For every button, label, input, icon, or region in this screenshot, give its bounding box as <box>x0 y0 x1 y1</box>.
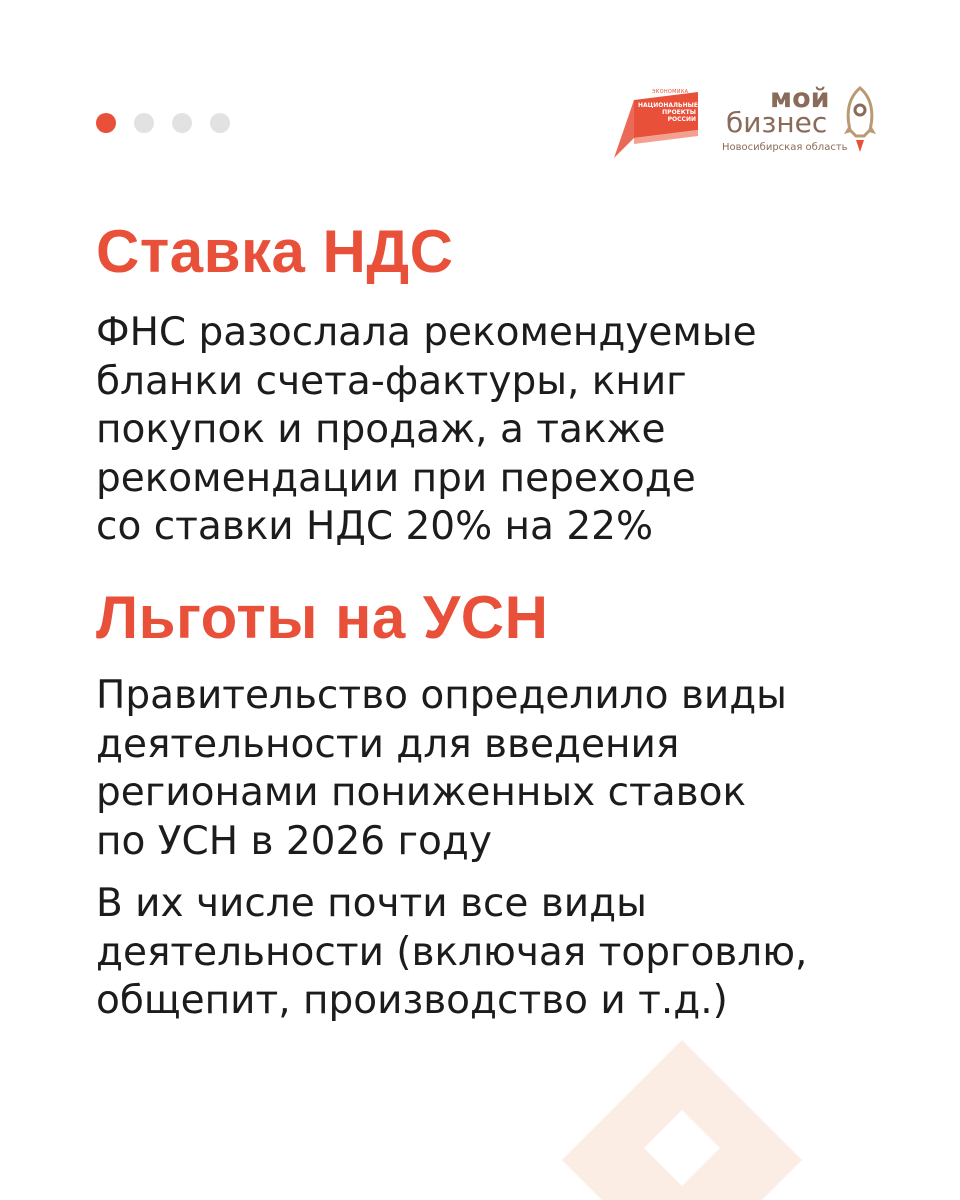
pagination-dot[interactable] <box>210 113 230 133</box>
logo-word-biznes: бизнес <box>726 106 828 139</box>
rocket-pin-icon <box>842 84 878 158</box>
section-heading-vat: Ставка НДС <box>96 218 454 285</box>
pagination-dot-active[interactable] <box>96 113 116 133</box>
logo-region: Новосибирская область <box>722 142 848 153</box>
pagination-dot[interactable] <box>172 113 192 133</box>
pagination-dot[interactable] <box>134 113 154 133</box>
national-projects-logo <box>612 86 702 158</box>
decorative-diamond <box>562 1040 802 1200</box>
national-projects-text: НАЦИОНАЛЬНЫЕ ПРОЕКТЫ РОССИИ <box>638 102 698 123</box>
national-projects-top-label: ЭКОНОМИКА <box>652 89 689 95</box>
carousel-pagination <box>96 113 230 133</box>
logo-word-moy: мой <box>770 83 830 114</box>
section-heading-usn: Льготы на УСН <box>96 584 549 651</box>
moy-biznes-logo <box>718 84 898 164</box>
section-body-usn: Правительство определило виды деятельности для введения регионами пониженных ставок по УСН в 2026 году <box>96 673 787 864</box>
section-body-usn-extra: В их числе почти все виды деятельности (включая торговлю, общепит, производство и т.д.) <box>96 881 808 1023</box>
section-body-vat: ФНС разослала рекомендуемые бланки счета-фактуры, книг покупок и продаж, а также рекомендации при переходе со ставки НДС 20% на 22% <box>96 310 757 549</box>
